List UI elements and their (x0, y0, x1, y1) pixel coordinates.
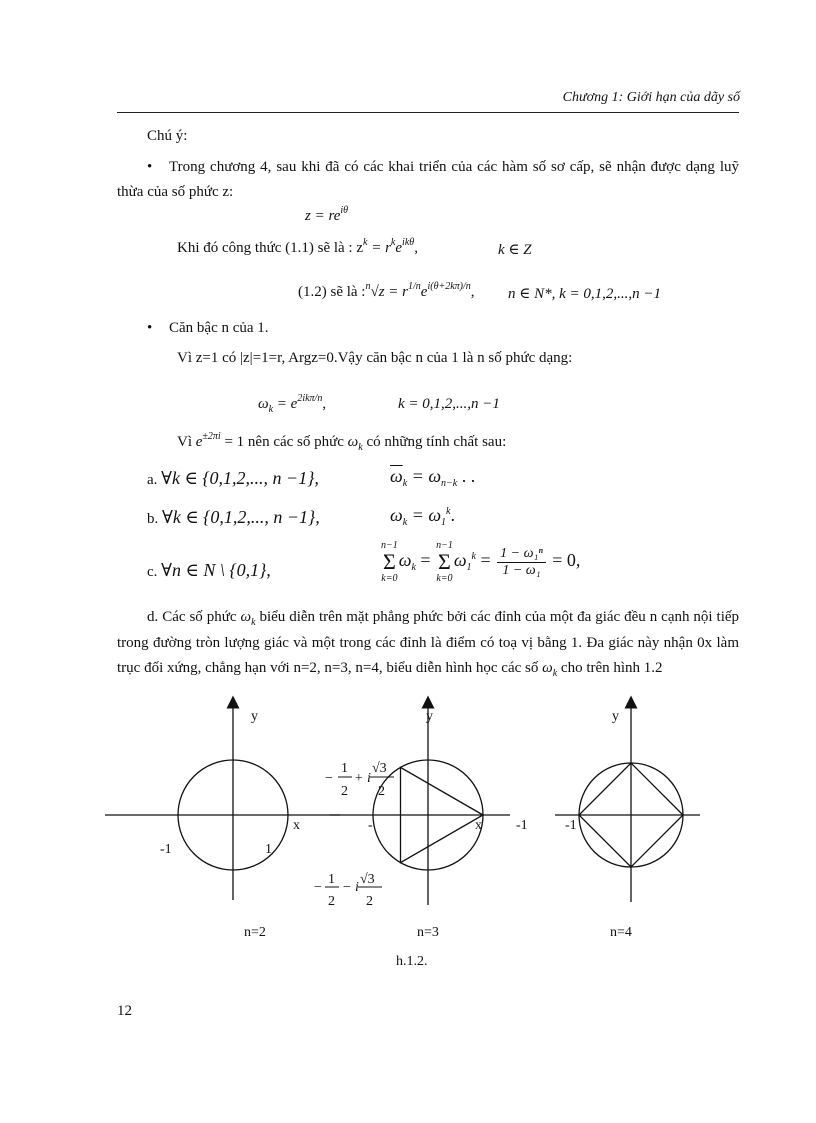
prop-b-sup: k (446, 506, 451, 517)
para-d: d. Các số phức $\omega_k$ biểu diễn trên mặt phẳng phức bởi các đỉnh của một đa giác đều n cạnh nội tiếp trong đường tròn lượng giác và một trong các đỉnh là điểm có toạ vị bằng 1. Đa giác này nhận 0x làm trục đối xứng, chẳng hạn với n=2, n=3, n=4, biểu diễn hình học các số $\omega_k$ cho trên hình 1.2 (117, 609, 740, 679)
prop-c-cond: ∀n ∈ N \ {0,1}, (161, 560, 271, 580)
eq-root-body: √z = r (370, 284, 409, 300)
eq-power-mid: = r (367, 240, 391, 256)
line2-c: có những tính chất sau: (366, 434, 507, 450)
prop-b-label: b. (147, 511, 159, 527)
omega-eq: = e (276, 396, 298, 412)
line2-a: Vì (177, 434, 192, 450)
label-y-2: y (426, 709, 433, 724)
omega-suffix: , (322, 396, 327, 412)
line2-e: e (195, 434, 203, 450)
eq-omega (258, 393, 327, 415)
label-y-3: y (612, 709, 619, 724)
prop-b-end: . (450, 505, 455, 525)
para-d-text3: cho trên hình 1.2 (560, 660, 663, 676)
prop-c-fraction: $\frac{\text{1 − ω₁ⁿ}}{\text{1 − ω₁}}$ (497, 546, 546, 579)
vbot-root: √3 (360, 872, 375, 887)
bullet-icon: • (147, 159, 153, 175)
label-n3: n=3 (417, 925, 439, 940)
eq-root-prefix: (1.2) sẽ là : (298, 284, 366, 300)
vtop-i: + i (354, 771, 371, 786)
prop-b-k: k (402, 517, 408, 528)
prop-c-eq: n−1 Σ $k=0\omega_k = n-1$ Σ $k=0\omega_1^k$ = $\frac{\text{1 − ω₁ⁿ}}{\text{1 − ω₁}}$ = 0, (381, 540, 581, 584)
chapter-header: Chương 1: Giới hạn của dãy số (562, 90, 740, 105)
label-n2: n=2 (244, 925, 266, 940)
eq-root-e: e (420, 284, 428, 300)
prop-a-line (147, 468, 319, 489)
label-x-2: x (475, 818, 482, 833)
prop-c-end: = 0, (552, 550, 581, 571)
prop-c-label: c. (147, 564, 158, 580)
eq-root (298, 281, 475, 301)
label-n4: n=4 (610, 925, 632, 940)
figure-1-2 (0, 690, 816, 980)
eq-root-suffix: , (470, 284, 475, 300)
bullet1-paragraph (117, 155, 739, 205)
omega-sub: k (268, 404, 274, 415)
prop-a-end: . . (457, 466, 476, 486)
prop-c-line (147, 560, 271, 581)
prop-b-line (147, 507, 320, 528)
header-rule (117, 112, 739, 113)
omega-exp: 2ikπ/n (297, 393, 323, 404)
eq-power-k2: k (390, 237, 396, 248)
label-y-1: y (251, 709, 258, 724)
label-one-1: 1 (265, 842, 272, 857)
bullet2-line2: Vì $e^{\pm 2\pi i} = 1$ nên các số phức $\omega_k$ có những tính chất sau: (177, 431, 507, 453)
vtop-root: √3 (372, 761, 387, 776)
omega-cond: k = 0,1,2,...,n −1 (398, 396, 500, 412)
label-minus1-1: -1 (160, 842, 172, 857)
note-title: Chú ý: (147, 128, 188, 144)
vbot-minus: − (314, 880, 322, 895)
page-number: 12 (117, 1003, 132, 1019)
vbot-den: 2 (328, 894, 335, 909)
label-minus1-2: -1 (516, 818, 528, 833)
bullet-icon: • (147, 320, 153, 336)
vbot-i: − i (342, 880, 359, 895)
prop-a-omega: $\overline{\omega}$ (390, 466, 403, 486)
prop-a-k: k (402, 478, 408, 489)
eq-power-prefix: Khi đó công thức (1.1) sẽ là : z (177, 240, 363, 256)
para-d-text2: biểu diễn trên mặt phẳng phức bởi các đỉnh của một đa giác đều n cạnh nội tiếp trong đường tròn lượng giác và một trong các đỉnh là điểm có toạ vị bằng 1. Đa giác này nhận 0x làm trục đối xứng, chẳng hạn với n=2, n=3, n=4, biểu diễn hình học các số (117, 609, 740, 676)
prop-a-cond: ∀k ∈ {0,1,2,..., n −1}, (161, 468, 319, 488)
eq-z (305, 205, 349, 225)
omega-lhs: ω (258, 396, 269, 412)
prop-a-label: a. (147, 472, 158, 488)
sum-2: n−1 Σ k=0 (436, 540, 453, 584)
label-minus-2: - (368, 818, 373, 833)
line2-exp: ±2πi (202, 431, 221, 442)
sum-1: n−1 Σ k=0 (381, 540, 398, 584)
prop-a-sub: n−k (441, 478, 458, 489)
para-d-text1: d. Các số phức (147, 609, 237, 625)
vtop-minus: − (325, 771, 333, 786)
prop-b-cond: ∀k ∈ {0,1,2,..., n −1}, (162, 507, 320, 527)
vtop-den2: 2 (378, 784, 385, 799)
eq-root-exp2: i(θ+2kπ)/n (427, 281, 471, 292)
prop-a-eq (390, 466, 475, 487)
prop-b-sub: 1 (441, 517, 447, 528)
eq-root-idx: n (365, 281, 371, 292)
eq-root-exp1: 1/n (408, 281, 421, 292)
label-x-1: x (293, 818, 300, 833)
bullet2-title-line (147, 320, 269, 337)
eq-power-suffix: , (414, 240, 418, 256)
label-minus1-3: -1 (565, 818, 577, 833)
vbot-num: 1 (328, 872, 335, 887)
eq-z-exp: iθ (340, 205, 349, 216)
figure-caption: h.1.2. (396, 954, 428, 969)
bullet1-text: Trong chương 4, sau khi đã có các khai triển của các hàm số sơ cấp, sẽ nhận được dạng luỹ thừa của số phức z: (117, 159, 739, 200)
eq-power-exp: ikθ (402, 237, 415, 248)
line2-b: = 1 nên các số phức (224, 434, 344, 450)
eq-power-cond: k ∈ Z (498, 242, 532, 258)
prop-b-omega: ω (390, 505, 403, 525)
vbot-den2: 2 (366, 894, 373, 909)
line2-sub: k (358, 442, 363, 453)
vtop-num: 1 (341, 761, 348, 776)
prop-a-rhs: = ω (411, 466, 442, 486)
eq-power: Khi đó công thức (1.1) sẽ là : $z^k = r^ke^{ik\theta}$, (177, 237, 418, 256)
prop-b-eq (390, 505, 455, 526)
eq-z-main: z = re (305, 208, 341, 224)
bullet2-line1: Vì z=1 có |z|=1=r, Argz=0.Vậy căn bậc n của 1 là n số phức dạng: (177, 350, 573, 366)
prop-b-rhs: = ω (411, 505, 442, 525)
eq-power-k: k (363, 237, 368, 248)
eq-root-cond: n ∈ N*, k = 0,1,2,...,n −1 (508, 286, 662, 302)
vtop-den: 2 (341, 784, 348, 799)
bullet2-title: Căn bậc n của 1. (169, 320, 269, 336)
